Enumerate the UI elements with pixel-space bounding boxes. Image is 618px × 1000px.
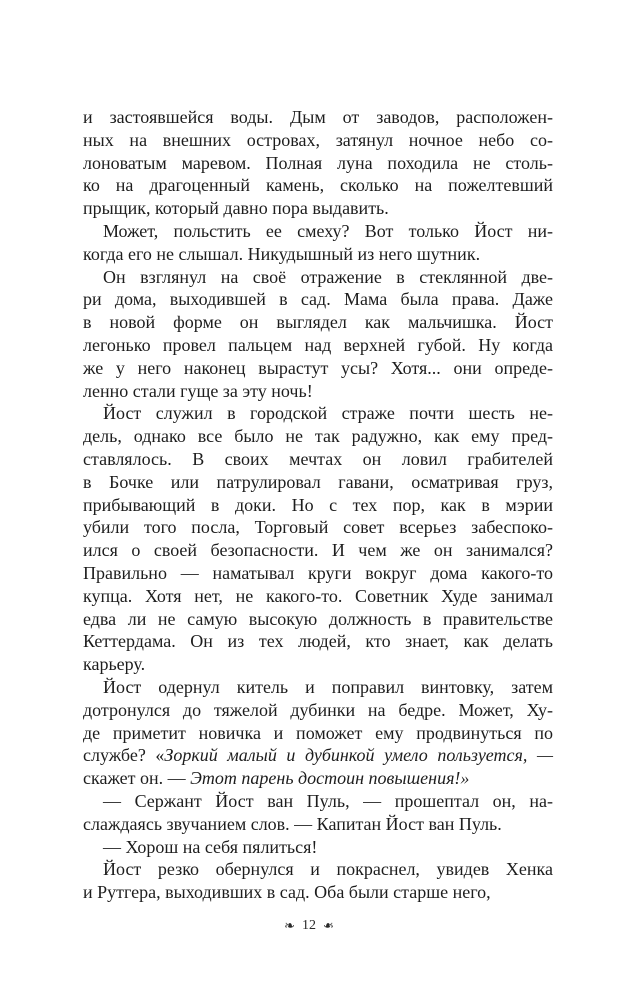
text-line xyxy=(83,562,553,585)
page-number: 12 xyxy=(302,918,316,933)
text-line xyxy=(83,425,553,448)
text-segment: ных на внешних островах, затянул ночное небо со- xyxy=(83,129,553,150)
text-line xyxy=(83,220,553,243)
text-line xyxy=(83,881,553,904)
paragraph xyxy=(83,790,553,836)
right-fleuron-icon: ❧ xyxy=(323,918,334,934)
text-segment: же у него наконец вырастут усы? Хотя... они опреде- xyxy=(83,357,553,378)
text-segment: Йост служил в городской страже почти шесть не- xyxy=(103,403,553,424)
text-line xyxy=(83,402,553,425)
text-segment: едва ли не самую высокую должность в правительстве xyxy=(83,608,553,629)
text-segment: прибывающий в доки. Но с тех пор, как в мэрии xyxy=(83,494,553,515)
text-segment: лоноватым маревом. Полная луна походила не столь- xyxy=(83,152,553,173)
text-line xyxy=(83,585,553,608)
text-line xyxy=(83,744,553,767)
text-line xyxy=(83,813,553,836)
text-line xyxy=(83,243,553,266)
text-segment: купца. Хотя нет, не какого-то. Советник Худе занимал xyxy=(83,585,553,606)
paragraph xyxy=(83,858,553,904)
text-line xyxy=(83,516,553,539)
text-segment: Йост одернул китель и поправил винтовку, затем xyxy=(103,676,553,697)
text-line xyxy=(83,288,553,311)
text-line xyxy=(83,106,553,129)
text-segment: дель, однако все было не так радужно, как ему пред- xyxy=(83,426,553,447)
text-segment: службе? « xyxy=(83,745,165,766)
left-fleuron-icon: ❧ xyxy=(284,918,295,934)
text-line xyxy=(83,722,553,745)
text-segment: ленно стали гуще за эту ночь! xyxy=(83,380,313,401)
paragraph xyxy=(83,836,553,859)
text-line xyxy=(83,699,553,722)
text-segment: слаждаясь звучанием слов. — Капитан Йост ван Пуль. xyxy=(83,813,502,834)
text-segment: убили того посла, Торговый совет всерьез забеспоко- xyxy=(83,517,553,538)
text-segment: ри дома, выходившей в сад. Мама была права. Даже xyxy=(83,289,553,310)
text-line xyxy=(83,174,553,197)
text-segment: ко на драгоценный камень, сколько на пожелтевший xyxy=(83,175,553,196)
text-block xyxy=(83,106,553,904)
text-line xyxy=(83,448,553,471)
text-line xyxy=(83,676,553,699)
text-segment: Йост резко обернулся и покраснел, увидев Хенка xyxy=(103,859,553,880)
paragraph xyxy=(83,266,553,403)
text-segment: — Сержант Йост ван Пуль, — прошептал он, на- xyxy=(103,790,553,811)
text-segment: — Хорош на себя пялиться! xyxy=(103,836,318,857)
text-segment: ставлялось. В своих мечтах он ловил грабителей xyxy=(83,448,553,469)
text-line xyxy=(83,197,553,220)
text-line xyxy=(83,630,553,653)
text-line xyxy=(83,311,553,334)
text-line xyxy=(83,494,553,517)
text-segment: и застоявшейся воды. Дым от заводов, расположен- xyxy=(83,107,553,127)
text-segment: Кеттердама. Он из тех людей, кто знает, как делать xyxy=(83,631,553,652)
page-footer xyxy=(0,918,618,934)
text-line xyxy=(83,152,553,175)
text-line xyxy=(83,357,553,380)
paragraph xyxy=(83,402,553,676)
paragraph xyxy=(83,220,553,266)
text-line xyxy=(83,653,553,676)
text-line xyxy=(83,608,553,631)
text-line xyxy=(83,836,553,859)
text-line xyxy=(83,380,553,403)
text-segment: дотронулся до тяжелой дубинки на бедре. Может, Ху- xyxy=(83,699,553,720)
text-segment: когда его не слышал. Никудышный из него шутник. xyxy=(83,243,481,264)
text-segment: прыщик, который давно пора выдавить. xyxy=(83,198,389,219)
text-line xyxy=(83,266,553,289)
text-line xyxy=(83,471,553,494)
text-line xyxy=(83,334,553,357)
text-segment: Может, польстить ее смеху? Вот только Йост ни- xyxy=(103,220,553,241)
text-segment: в Бочке или патрулировал гавани, осматривая груз, xyxy=(83,471,553,492)
text-segment: и Рутгера, выходивших в сад. Оба были старше него, xyxy=(83,882,491,903)
text-line xyxy=(83,129,553,152)
italic-text-segment: Этот парень достоин повышения!» xyxy=(190,768,470,789)
text-segment: ился о своей безопасности. И чем же он занимался? xyxy=(83,540,553,561)
text-segment: Правильно — наматывал круги вокруг дома какого-то xyxy=(83,562,553,583)
text-segment: карьеру. xyxy=(83,654,146,675)
text-line xyxy=(83,539,553,562)
text-line xyxy=(83,790,553,813)
italic-text-segment: Зоркий малый и дубинкой умело пользуется, — xyxy=(164,745,553,766)
text-segment: легонько провел пальцем над верхней губой. Ну когда xyxy=(83,334,553,355)
paragraph xyxy=(83,106,553,220)
text-segment: Он взглянул на своё отражение в стеклянной две- xyxy=(103,266,553,287)
text-line xyxy=(83,767,553,790)
paragraph xyxy=(83,676,553,790)
text-segment: де приметит новичка и поможет ему продвинуться по xyxy=(83,722,553,743)
text-segment: в новой форме он выглядел как мальчишка. Йост xyxy=(83,312,553,333)
text-line xyxy=(83,858,553,881)
text-segment: скажет он. — xyxy=(83,768,191,789)
